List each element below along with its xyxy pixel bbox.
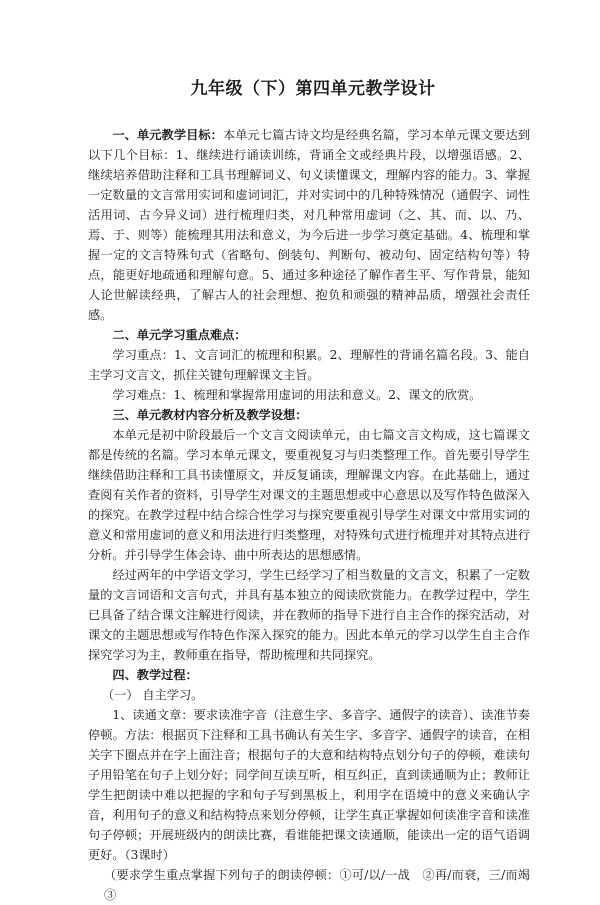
section-4-paragraph-1: 1、读通文章：要求读准字音（注意生字、多音字、通假字的读音）、读准节奏停顿。方法：根据页下注释和工具书确认有关生字、多音字、通假字的读音，在相关字下圈点并在字上面注音；根据句子的大意和结构特点划分句子的停顿，难读句子用铅笔在句子上划分好；同学间互读互听，相互纠正，直到读通顺为止；教师让学生把朗读中难以把握的字和句子写到黑板上，利用字在语境中的意义来确认字音，利用句子的意义和结构特点来划分停顿，让学生真正掌握如何读准字音和读准句子停顿；开展班级内的朗读比赛，看谁能把课文读通顺，能读出一定的语气语调更好。（3课时） xyxy=(88,708,530,862)
section-1-heading: 一、单元教学目标： xyxy=(112,128,223,142)
section-2-difficulties: 学习难点：1、梳理和掌握常用虚词的用法和意义。2、课文的欣赏。 xyxy=(112,388,482,402)
section-3-paragraph-1: 本单元是初中阶段最后一个文言文阅读单元，由七篇文言文构成，这七篇课文都是传统的名篇。学习本单元课文，要重视复习与归类整理工作。首先要引导学生继续借助注释和工具书读懂原文，并反复诵读，理解课文内容。在此基础上，通过查阅有关作者的资料，引导学生对课文的主题思想或中心意思以及写作特色做深入的探究。在教学过程中结合综合性学习与探究要重视引导学生对课文中常用实词的意义和常用虚词的意义和用法进行归类整理，对特殊句式进行梳理并对其特点进行分析。并引导学生体会诗、曲中所表达的思想感情。 xyxy=(88,428,530,562)
section-1-paragraph xyxy=(88,125,530,325)
section-4-tail-line: （要求学生重点掌握下列句子的朗读停顿：①可/以/一战 ②再/而衰，三/而竭 ③ xyxy=(104,868,543,902)
section-2-heading: 二、单元学习重点难点： xyxy=(112,328,247,342)
section-3-paragraph-2: 经过两年的中学语文学习，学生已经学习了相当数量的文言文，积累了一定数量的文言词语和文言句式，并具有基本独立的阅读欣赏能力。在教学过程中，学生已具备了结合课文注解进行阅读，并在教师的指导下进行自主合作的探究活动，对课文的主题思想或写作特色作深入探究的能力。因此本单元的学习以学生自主合作探究学习为主，教师重在指导，帮助梳理和共同探究。 xyxy=(88,568,530,662)
section-2-key-points: 学习重点：1、文言词汇的梳理和积累。2、理解性的背诵名篇名段。3、能自主学习文言文，抓住关键句理解课文主旨。 xyxy=(88,348,530,382)
section-1-body: 本单元七篇古诗文均是经典名篇，学习本单元课文要达到以下几个目标：1、继续进行诵读训练，背诵全文或经典片段，以增强语感。2、继续培养借助注释和工具书理解词义、句义读懂课文，理解内容的能力。3、掌握一定数量的文言常用实词和虚词词汇，并对实词中的几种特殊情况（通假字、词性活用词、古今异义词）进行梳理归类，对几种常用虚词（之、其、而、以、乃、焉、于、则等）能梳理其用法和意义，为今后进一步学习奠定基础。4、梳理和掌握一定的文言特殊句式（省略句、倒装句、判断句、被动句、固定结构句等）特点，能更好地疏通和理解句意。5、通过多种途径了解作者生平、写作背景，能知人论世解读经典，了解古人的社会理想、抱负和顽强的精神品质，增强社会责任感。 xyxy=(88,128,531,322)
section-4-subheading: （一） 自主学习。 xyxy=(102,688,204,702)
document-title: 九年级（下）第四单元教学设计 xyxy=(190,79,436,99)
section-4-heading: 四、教学过程： xyxy=(112,668,198,682)
section-3-heading: 三、单元教材内容分析及教学设想： xyxy=(112,408,308,422)
